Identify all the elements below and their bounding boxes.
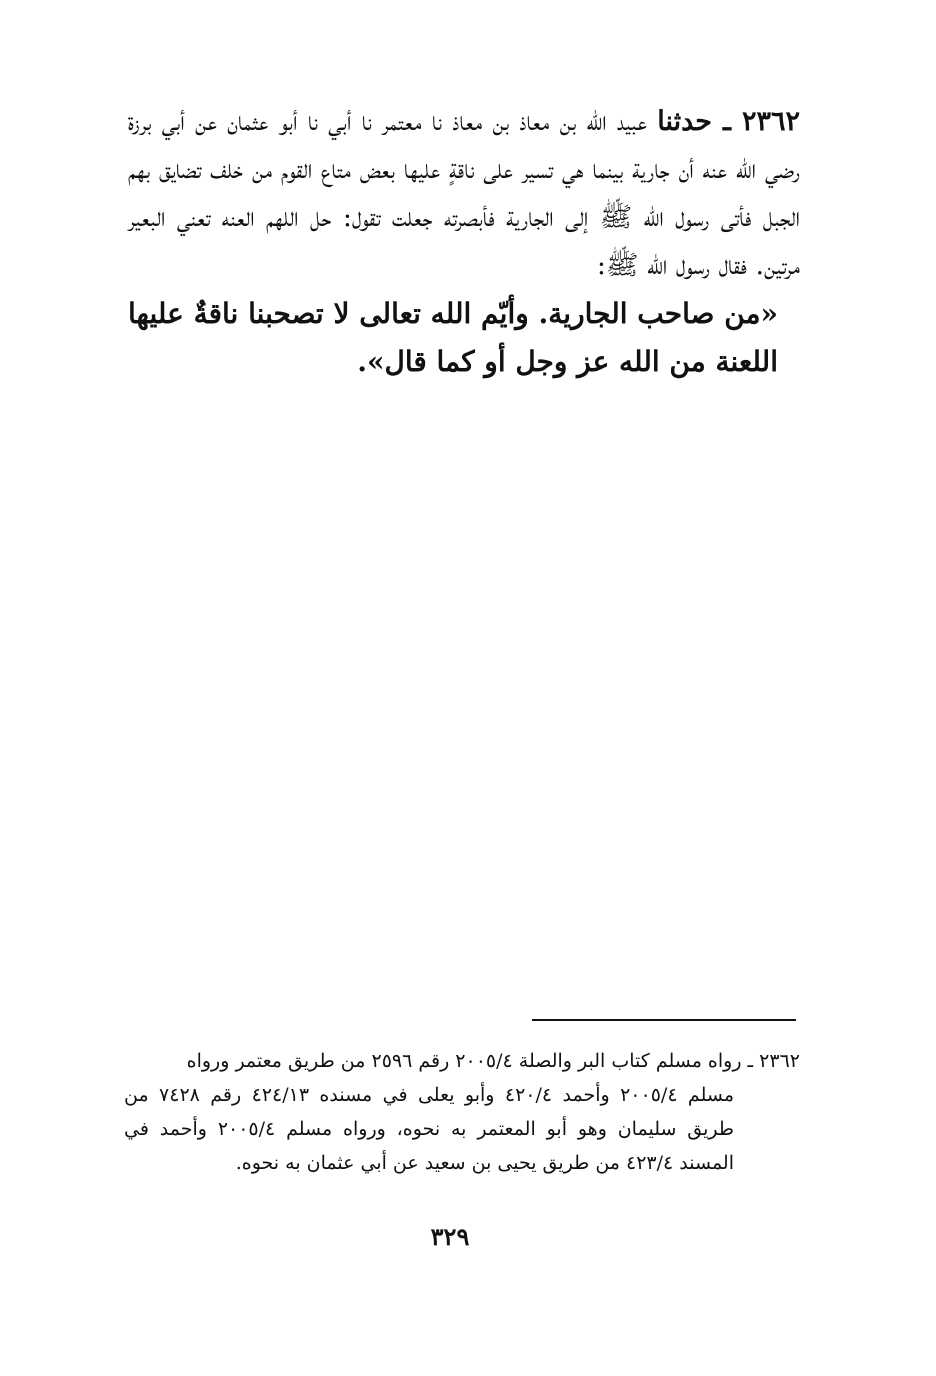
hadith-number: ٢٣٦٢	[741, 106, 800, 137]
hadith-text: عبيد الله بن معاذ بن معاذ نا معتمر نا أبي نا أبو عثمان عن أبي برزة رضي الله عنه أن جارية بينما هي تسير على ناقةٍ عليها بعض متاع القوم من خلف تضايق بهم الجبل فأتى رسول الله ﷺ إلى الجارية فأبصرته جعلت تقول: حل اللهم العنه تعني البعير مرتين. فقال رسول الله ﷺ:	[128, 106, 801, 281]
hadith-lead-word: حدثنا	[657, 106, 712, 137]
hadith-paragraph	[128, 98, 800, 290]
hadith-separator: ـ	[711, 106, 742, 137]
footnote-first-line	[124, 1044, 800, 1078]
footnote-continuation: مسلم ٢٠٠٥/٤ وأحمد ٤٢٠/٤ وأبو يعلى في مسنده ٤٢٤/١٣ رقم ٧٤٢٨ من طريق سليمان وهو أبو المعتمر به نحوه، ورواه مسلم ٢٠٠٥/٤ وأحمد في المسند ٤٢٣/٤ من طريق يحيى بن سعيد عن أبي عثمان به نحوه.	[124, 1084, 735, 1174]
footnote-separator-line	[532, 1019, 796, 1021]
footnote-number: ٢٣٦٢	[759, 1050, 800, 1072]
footnote	[124, 1044, 800, 1180]
hadith-body	[128, 98, 800, 386]
page-number: ٣٢٩	[430, 1222, 470, 1251]
footnote-first-line-text: ـ رواه مسلم كتاب البر والصلة ٢٠٠٥/٤ رقم ٢٥٩٦ من طريق معتمر ورواه	[186, 1050, 760, 1072]
hadith-quote: «من صاحب الجارية. وأيّم الله تعالى لا تصحبنا ناقةٌ عليها اللعنة من الله عز وجل أو كما قال».	[128, 297, 779, 378]
